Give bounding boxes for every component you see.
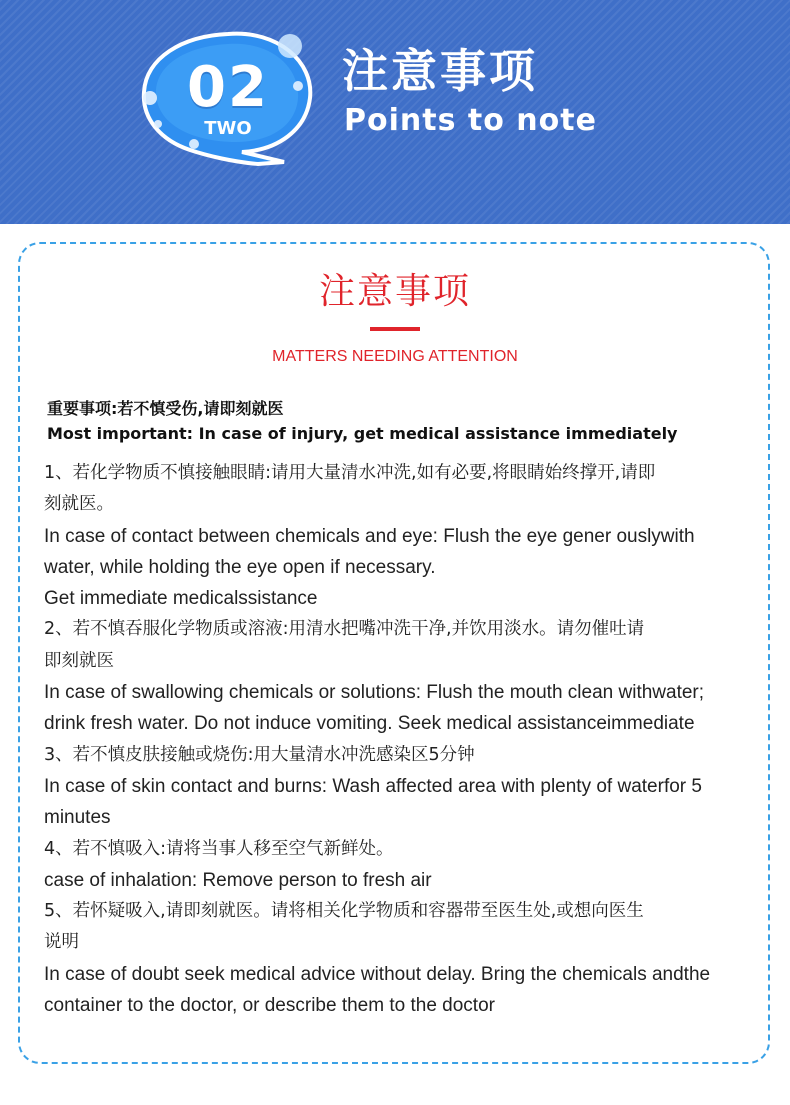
panel-subheading: MATTERS NEEDING ATTENTION bbox=[272, 348, 518, 365]
instruction-line: 即刻就医 bbox=[44, 650, 114, 671]
instruction-line: In case of skin contact and burns: Wash affected area with plenty of waterfor 5 bbox=[44, 775, 702, 797]
instruction-line: 4、若不慎吸入:请将当事人移至空气新鲜处。 bbox=[44, 838, 394, 859]
bubble-decoration bbox=[143, 91, 157, 105]
bubble-decoration bbox=[154, 120, 162, 128]
instruction-line: In case of contact between chemicals and eye: Flush the eye gener ouslywith bbox=[44, 525, 695, 547]
instruction-line: Get immediate medicalssistance bbox=[44, 588, 318, 610]
important-line-en: Most important: In case of injury, get medical assistance immediately bbox=[47, 424, 678, 443]
banner-subtitle: Points to note bbox=[344, 103, 597, 138]
instruction-line: 刻就医。 bbox=[44, 494, 114, 515]
bubble-decoration bbox=[189, 139, 199, 149]
panel-heading: 注意事项 bbox=[318, 271, 471, 312]
instruction-line: 5、若怀疑吸入,请即刻就医。请将相关化学物质和容器带至医生处,或想向医生 bbox=[44, 901, 644, 922]
bubble-decoration bbox=[278, 34, 302, 58]
instruction-line: 说明 bbox=[44, 932, 79, 953]
instruction-line: In case of swallowing chemicals or solutions: Flush the mouth clean withwater; bbox=[44, 682, 705, 704]
instruction-line: In case of doubt seek medical advice without delay. Bring the chemicals andthe bbox=[44, 963, 711, 985]
instruction-line: 2、若不慎吞服化学物质或溶液:用清水把嘴冲洗干净,并饮用淡水。请勿催吐请 bbox=[44, 619, 645, 640]
instruction-line: drink fresh water. Do not induce vomiting. Seek medical assistanceimmediate bbox=[44, 713, 695, 735]
badge-label: TWO bbox=[204, 118, 252, 139]
badge-number: 02 bbox=[187, 55, 269, 120]
important-note bbox=[47, 396, 767, 446]
important-line-zh: 重要事项:若不慎受伤,请即刻就医 bbox=[47, 399, 284, 418]
instruction-line: case of inhalation: Remove person to fresh air bbox=[44, 869, 432, 891]
banner-title: 注意事项 bbox=[342, 44, 538, 98]
heading-underline bbox=[370, 327, 420, 331]
instruction-line: 1、若化学物质不慎接触眼睛:请用大量清水冲洗,如有必要,将眼睛始终撑开,请即 bbox=[44, 463, 656, 483]
instruction-line: 3、若不慎皮肤接触或烧伤:用大量清水冲洗感染区5分钟 bbox=[44, 744, 475, 765]
instruction-line: water, while holding the eye open if necessary. bbox=[44, 556, 436, 578]
instruction-line: container to the doctor, or describe them to the doctor bbox=[44, 995, 495, 1017]
instruction-line: minutes bbox=[44, 807, 111, 829]
bubble-decoration bbox=[293, 81, 303, 91]
instructions-body bbox=[44, 458, 754, 1021]
